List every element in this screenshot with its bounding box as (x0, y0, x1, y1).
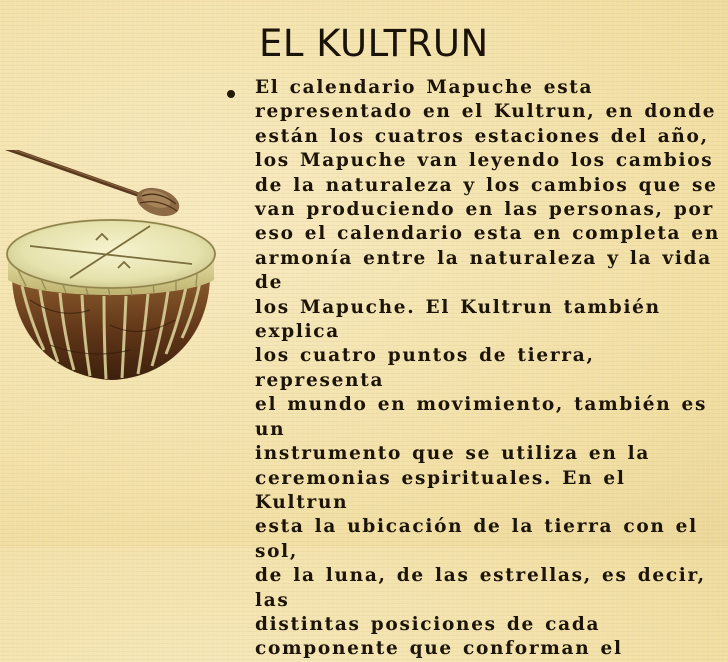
bullet-icon (227, 90, 235, 98)
kultrun-drum-illustration (0, 150, 218, 390)
slide-title: EL KULTRUN (259, 22, 489, 65)
bullet-text: El calendario Mapuche esta representado en el Kultrun, en donde están los cuatros estaciones del año, los Mapuche van leyendo los cambios de la naturaleza y los cambios que se van produciendo en las personas, por eso el calendario esta en completa en armonía entre la naturaleza y la vida de los Mapuche. El Kultrun también explica los cuatro puntos de tierra, representa el mundo en movimiento, también es un instrumento que se utiliza en la ceremonias espirituales. En el Kultrun esta la ubicación de la tierra con el sol, de la luna, de las estrellas, es decir, las distintas posiciones de cada componente que conforman el (255, 77, 721, 660)
